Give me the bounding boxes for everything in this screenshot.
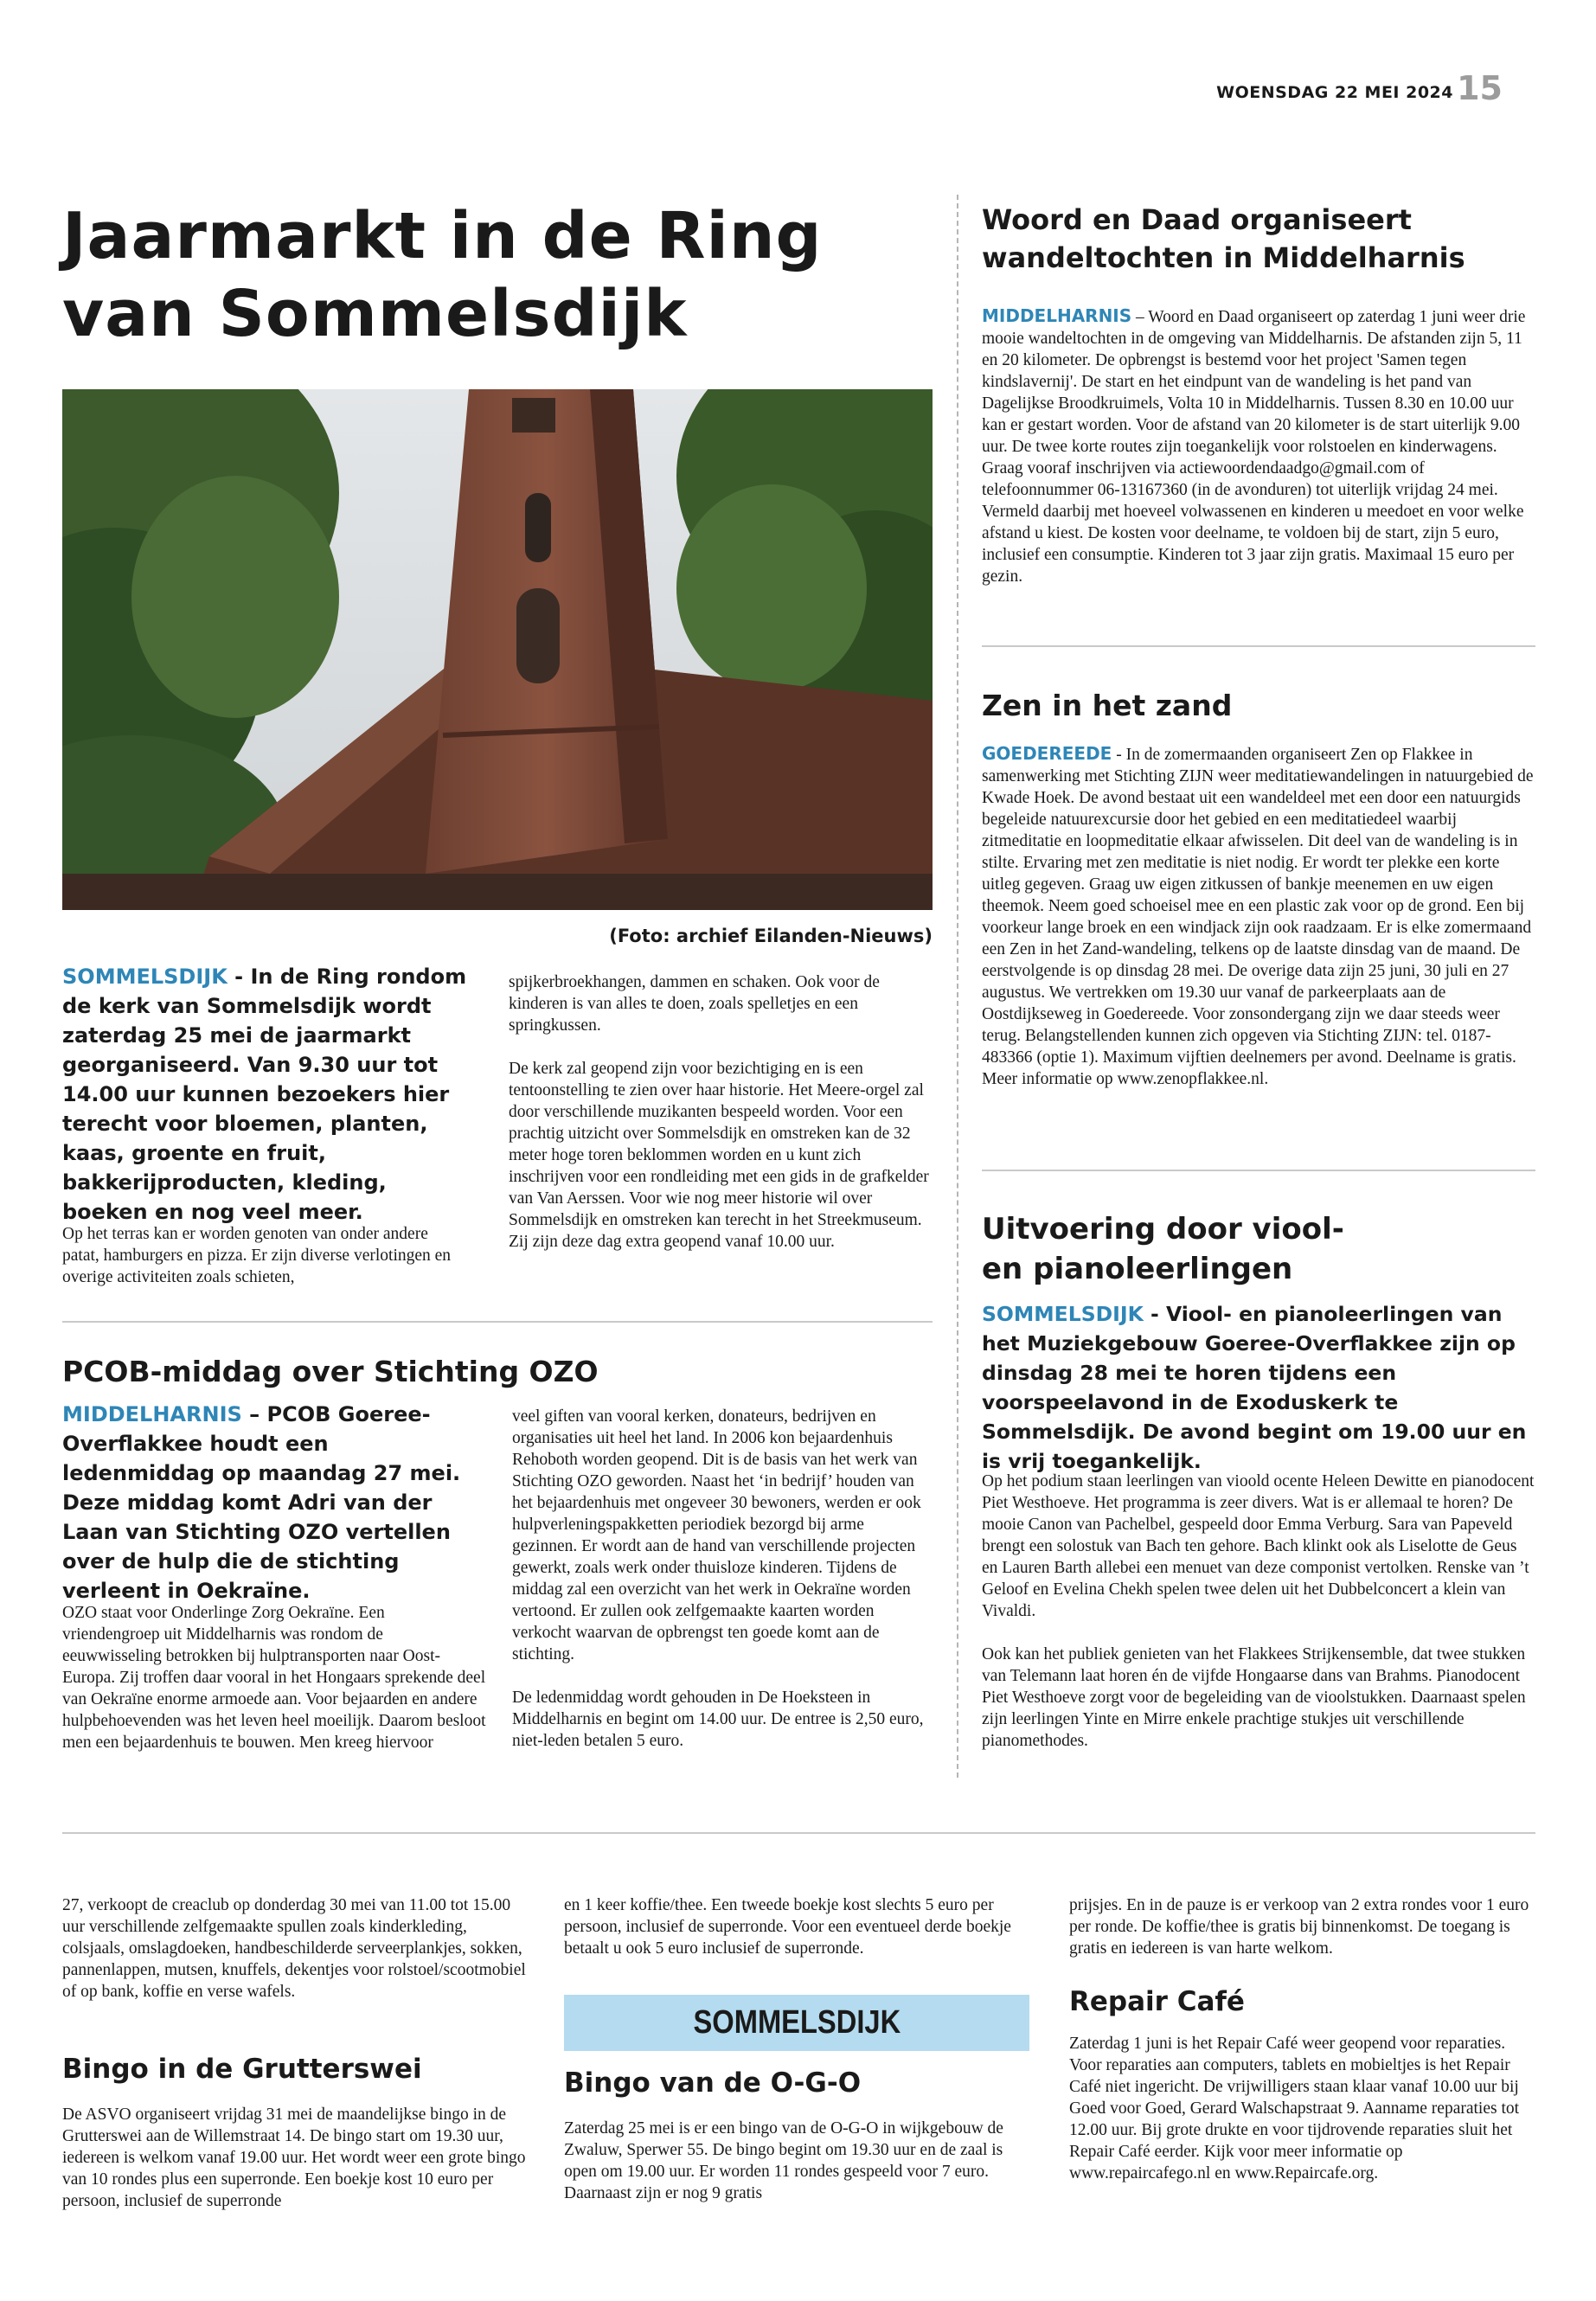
- page-number: 15: [1457, 69, 1503, 107]
- main-article-body-left: Op het terras kan er worden genoten van onder andere patat, hamburgers en pizza. Er zijn diverse verlotingen en overige activiteiten zoals schieten,: [62, 1225, 452, 1286]
- repair-cafe-body: Zaterdag 1 juni is het Repair Café weer geopend voor reparaties. Voor reparaties aan computers, tablets en mobieltjes is het Repair Café niet ingericht. De vrijwilligers staan klaar vanaf 10.00 uur bij Goed voor Goed, Gerard Walschapstraat 9. Aanname reparaties tot 12.00 uur. Bij grote drukte en voor tijdrovende reparaties sluit het Repair Café eerder. Kijk voor meer informatie op www.repaircafego.nl en www.Repaircafe.org.: [1069, 2035, 1520, 2182]
- lead-text: - Viool- en pianoleerlingen van het Muziekgebouw Goeree-Overflakkee zijn op dinsdag 28 mei te horen tijdens een voorspeelavond in de Exoduskerk te Sommelsdijk. De avond begint om 19.00 uur en is vrij toegankelijk.: [982, 1302, 1527, 1473]
- main-article-title: [62, 197, 893, 353]
- paragraph: De kerk zal geopend zijn voor bezichtiging en is een tentoonstelling te zien over haar historie. Het Meere-orgel zal door verschillende muzikanten bespeeld worden. Voor een prachtig uitzicht over Sommelsdijk en omstreken kan de 32 meter hoge toren beklommen worden en u kunt zich inschrijven voor een rondleiding met een gids in de grafkelder van Van Aerssen. Voor wie nog meer historie wil over Sommelsdijk en omstreken kan terecht in het Streekmuseum. Zij zijn deze dag extra geopend vanaf 10.00 uur.: [509, 1060, 929, 1251]
- main-article-body-right: [509, 971, 933, 1274]
- main-title-line2: van Sommelsdijk: [62, 277, 688, 351]
- bingo-continued-text: en 1 keer koffie/thee. Een tweede boekje kost slechts 5 euro per persoon, inclusief de superronde. Voor een eventueel derde boekje betaalt u ook 5 euro inclusief de superronde.: [564, 1896, 1011, 1958]
- paragraph: veel giften van vooral kerken, donateurs, bedrijven en organisaties uit heel het land. In 2006 kon bejaardenhuis Rehoboth worden geopend. Dit is de basis van het werk van Stichting OZO geworden. Naast het ‘in bedrijf’ houden van het bejaardenhuis met ongeveer 30 bewoners, werden er ook hulpverleningspakketten periodiek bezorgd bij arme gezinnen. Er wordt aan de hand van verschillende projecten gewerkt, zoals werk onder thuisloze kinderen. Tijdens de middag zal een overzicht van het werk in Oekraïne worden vertoond. Er zullen ook zelfgemaakte kaarten worden verkocht waarvan de opbrengst ten goede komt aan de stichting.: [512, 1407, 921, 1663]
- lead-text: – PCOB Goeree-Overflakkee houdt een ledenmiddag op maandag 27 mei. Deze middag komt Adri van der Laan van Stichting OZO vertellen over de hulp die de stichting verleent in Oekraïne.: [62, 1402, 461, 1603]
- bingo-ogo-body: Zaterdag 25 mei is er een bingo van de O-G-O in wijkgebouw de Zwaluw, Sperwer 55. De bingo begint om 19.30 uur en de zaal is open om 19.00 uur. Er worden 11 rondes gespeeld voor 7 euro. Daarnaast zijn er nog 9 gratis: [564, 2119, 1003, 2202]
- main-title-line1: Jaarmarkt in de Ring: [62, 199, 823, 273]
- dateline-city: GOEDEREEDE: [982, 743, 1112, 764]
- woord-daad-title: [982, 201, 1535, 277]
- pcob-body-right: [512, 1406, 933, 1773]
- uitvoering-body: [982, 1471, 1535, 1773]
- church-tower-illustration: [62, 389, 933, 910]
- prijsjes-text: prijsjes. En in de pauze is er verkoop van 2 extra rondes voor 1 euro per ronde. De koffie/thee is gratis bij binnenkomst. De toegang is gratis en iedereen is van harte welkom.: [1069, 1896, 1529, 1958]
- divider: [982, 645, 1535, 647]
- repair-cafe-title: Repair Café: [1069, 1986, 1245, 2017]
- dateline-city: MIDDELHARNIS: [62, 1402, 242, 1426]
- title-line1: Woord en Daad organiseert: [982, 203, 1412, 236]
- section-band-label: SOMMELSDIJK: [693, 2004, 901, 2041]
- divider: [982, 1170, 1535, 1171]
- title-line2: wandeltochten in Middelharnis: [982, 241, 1465, 274]
- zen-body: [982, 743, 1535, 1090]
- zen-title: Zen in het zand: [982, 689, 1233, 722]
- pcob-lead: [62, 1400, 486, 1606]
- column-divider: [957, 195, 958, 1778]
- woord-daad-body: [982, 305, 1535, 587]
- photo-credit: (Foto: archief Eilanden-Nieuws): [609, 926, 933, 946]
- dateline-city: SOMMELSDIJK: [62, 965, 228, 989]
- body-text: – Woord en Daad organiseert op zaterdag 1 juni weer drie mooie wandeltochten in de omgeving van Middelharnis. De afstanden zijn 5, 11 en 20 kilometer. De opbrengst is bestemd voor het project 'Samen tegen kindslavernij'. De start en het eindpunt van de wandeling is het pand van Dagelijkse Broodkruimels, Volta 10 in Middelharnis. Tussen 8.30 en 10.00 uur kan er gestart worden. Voor de afstand van 20 kilometer is de start uiterlijk 9.00 uur. De twee korte routes zijn toegankelijk voor rolstoelen en kinderwagens. Graag vooraf inschrijven via actiewoordendaadgo@gmail.com of telefoonnummer 06-13167360 (in de avonduren) tot uiterlijk vrijdag 24 mei. Vermeld daarbij met hoeveel volwassenen en kinderen u meedoet en voor welke afstand u kiest. De kosten voor deelname, te voldoen bij de start, zijn 5 euro, inclusief een consumptie. Kinderen tot 3 jaar zijn gratis. Maximaal 15 euro per gezin.: [982, 308, 1526, 586]
- section-band: [564, 1995, 1029, 2051]
- paragraph: Op het podium staan leerlingen van vioold ocente Heleen Dewitte en pianodocent Piet Westhoeve. Het programma is zeer divers. Wat is er allemaal te horen? De mooie Canon van Pachelbel, gespeeld door Emma Verburg. Sara van Papeveld brengt een solostuk van Bach ten gehore. Bach klinkt ook als Liselotte de Geus en Lauren Barth allebei een menuet van deze componist vertolken. Renske van ’t Geloof en Evelina Chekh spelen twee delen uit het Dubbelconcert a klein van Vivaldi.: [982, 1472, 1535, 1620]
- bingo-grutterswei-body: De ASVO organiseert vrijdag 31 mei de maandelijkse bingo in de Grutterswei aan de Willemstraat 14. De bingo start om 19.30 uur, iedereen is welkom vanaf 19.00 uur. Het wordt weer een grote bingo van 10 rondes plus een superronde. Een boekje kost 10 euro per persoon, inclusief de superronde: [62, 2106, 526, 2210]
- divider: [62, 1321, 933, 1323]
- title-line1: Uitvoering door viool-: [982, 1212, 1344, 1247]
- bingo-grutterswei-title: Bingo in de Grutterswei: [62, 2054, 422, 2085]
- body-text: - In de zomermaanden organiseert Zen op Flakkee in samenwerking met Stichting ZIJN weer meditatiewandelingen in natuurgebied de Kwade Hoek. De avond bestaat uit een wandeldeel met een door een natuurgids begeleide natuurexcursie door het gebied en een meditatiedeel waarbij zitmeditatie en loopmeditatie elkaar afwisselen. Dit deel van de wandeling is in stilte. Ervaring met zen meditatie is niet nodig. Er wordt ter plekke een korte uitleg gegeven. Graag uw eigen zitkussen of bankje meenemen en uw eigen theemok. Neem goed schoeisel mee en een plastic zak voor op de grond. Een bij voorkeur lange broek en een windjack zijn ook raadzaam. Er is elke zomermaand een Zen in het Zand-wandeling, telkens op de laatste dinsdag van de maand. De eerstvolgende is op dinsdag 28 mei. De overige data zijn 25 juni, 30 juli en 27 augustus. We vertrekken om 19.30 uur vanaf de parkeerplaats aan de Oostdijkseweg in Goedereede. Voor zonsondergang zijn we daar steeds weer terug. Belangstellenden kunnen zich opgeven via Stichting ZIJN: tel. 0187-483366 (optie 1). Maximum vijftien deelnemers per avond. Deelname is gratis. Meer informatie op www.zenopflakkee.nl.: [982, 746, 1534, 1088]
- paragraph: Ook kan het publiek genieten van het Flakkees Strijkensemble, dat twee stukken van Telemann laat horen én de vijfde Hongaarse dans van Brahms. Pianodocent Piet Westhoeve zorgt voor de begeleiding van de vioolstukken. Daarnaast spelen zijn leerlingen Yinte en Mirre enkele prachtige stukjes uit verschillende pianomethodes.: [982, 1645, 1526, 1750]
- divider: [62, 1832, 1535, 1834]
- dateline-city: MIDDELHARNIS: [982, 305, 1132, 326]
- uitvoering-lead: [982, 1299, 1535, 1476]
- paragraph: spijkerbroekhangen, dammen en schaken. Ook voor de kinderen is van alles te doen, zoals spelletjes en een springkussen.: [509, 973, 880, 1035]
- title-line2: en pianoleerlingen: [982, 1252, 1293, 1286]
- pcob-body-left: OZO staat voor Onderlinge Zorg Oekraïne. Een vriendengroep uit Middelharnis was rondom de eeuwwisseling betrokken bij hulptransporten naar Oost-Europa. Zij troffen daar vooral in het Hongaars sprekende deel van Oekraïne enorme armoede aan. Voor bejaarden en andere hulpbehoevenden was het leven heel moeilijk. Daarom besloot men een bejaardenhuis te bouwen. Men kreeg hiervoor: [62, 1604, 486, 1752]
- issue-date: WOENSDAG 22 MEI 2024: [1216, 83, 1453, 102]
- bingo-ogo-title: Bingo van de O-G-O: [564, 2067, 862, 2099]
- lead-text: - In de Ring rondom de kerk van Sommelsdijk wordt zaterdag 25 mei de jaarmarkt georganiseerd. Van 9.30 uur tot 14.00 uur kunnen bezoekers hier terecht voor bloemen, planten, kaas, groente en fruit, bakkerijproducten, kleding, boeken en nog veel meer.: [62, 965, 467, 1224]
- paragraph: De ledenmiddag wordt gehouden in De Hoeksteen in Middelharnis en begint om 14.00 uur. De entree is 2,50 euro, niet-leden betalen 5 euro.: [512, 1689, 924, 1750]
- pcob-title: PCOB-middag over Stichting OZO: [62, 1355, 599, 1388]
- dateline-city: SOMMELSDIJK: [982, 1302, 1144, 1326]
- main-article-lead: [62, 962, 478, 1227]
- uitvoering-title: [982, 1209, 1535, 1289]
- creaclub-text: 27, verkoopt de creaclub op donderdag 30 mei van 11.00 tot 15.00 uur verschillende zelfgemaakte spullen zoals kinderkleding, colsjaals, omslagdoeken, handbeschilderde serveerplankjes, sokken, pannenlappen, mutsen, knuffels, dekentjes voor rolstoel/scootmobiel of op bank, koffie en verse wafels.: [62, 1896, 526, 2001]
- church-tower-photo: [62, 389, 933, 910]
